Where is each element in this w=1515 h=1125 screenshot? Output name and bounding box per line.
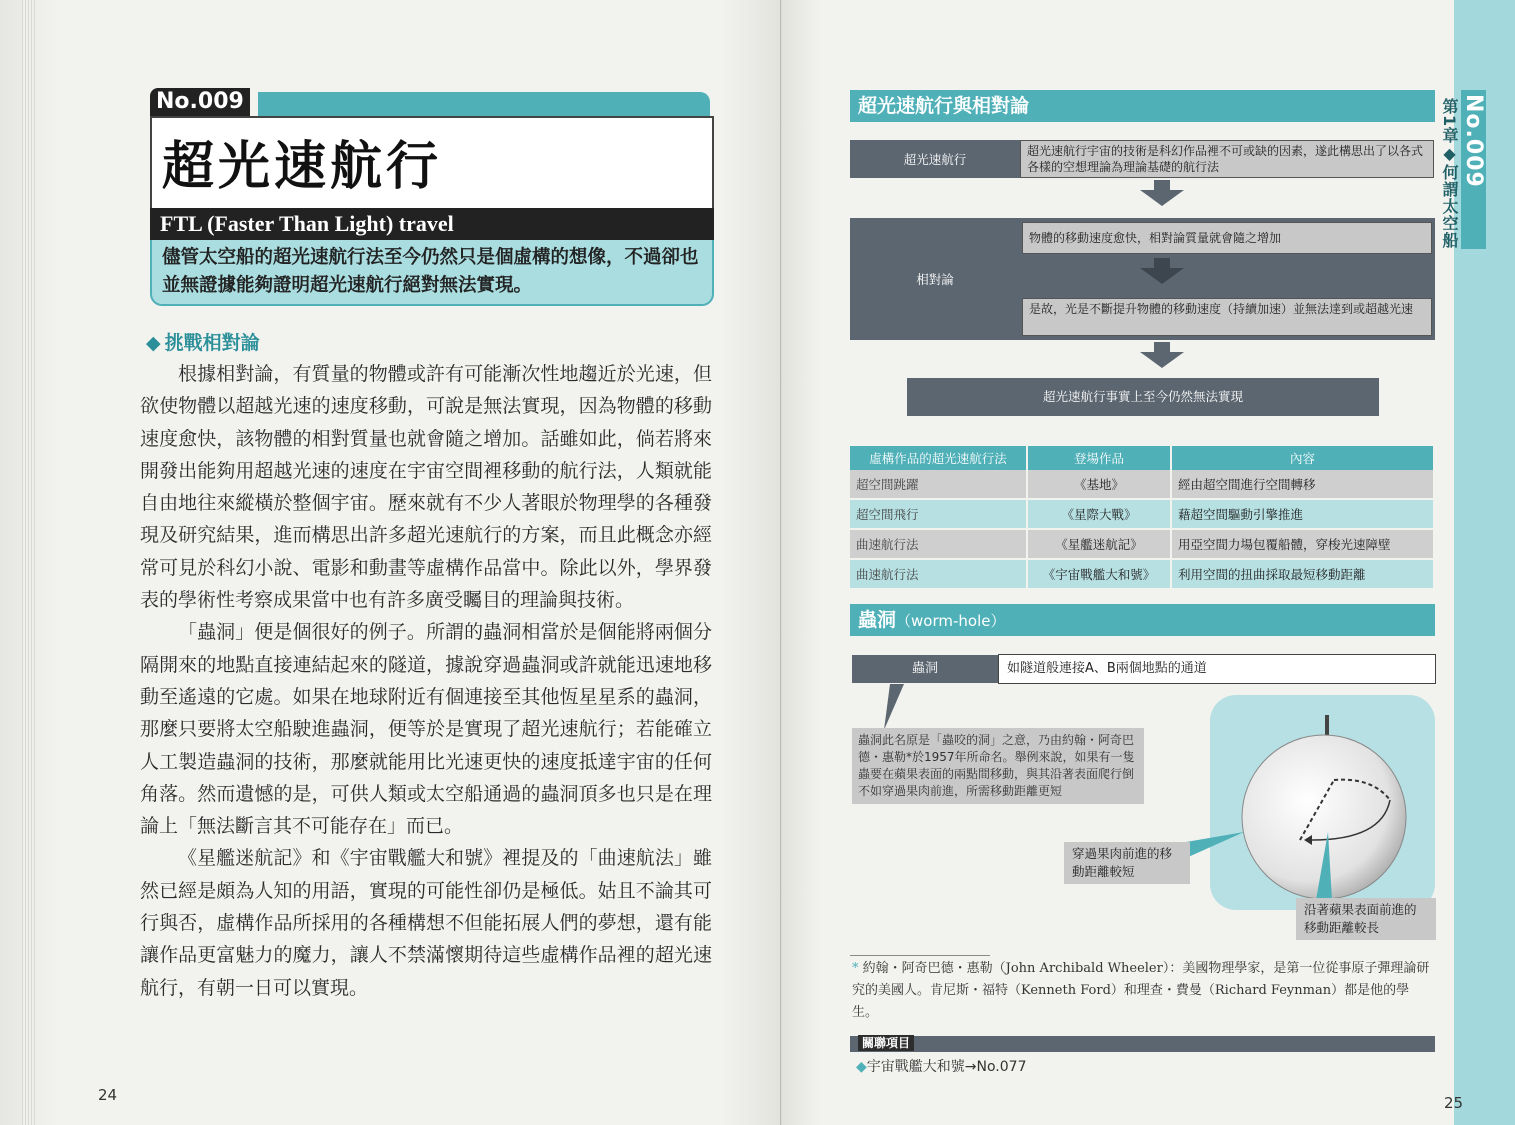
table-cell: 《星際大戰》 [1027, 499, 1171, 529]
title-band [258, 92, 710, 116]
english-subtitle: FTL (Faster Than Light) travel [150, 208, 714, 240]
table-cell: 曲速航行法 [850, 559, 1027, 589]
side-tab-number: No.009 [1461, 90, 1486, 249]
footnote-star: * [852, 961, 859, 976]
flow-label-relativity: 相對論 [850, 218, 1020, 340]
table-cell: 利用空間的扭曲採取最短移動距離 [1171, 559, 1434, 589]
wormhole-definition: 如隧道般連接A、B兩個地點的通道 [998, 654, 1436, 684]
side-tab-content [1440, 90, 1486, 250]
table-row [850, 499, 1434, 529]
side-tab-chapter: 第1章◆何謂太空船 [1440, 98, 1459, 250]
footnote-divider [850, 955, 990, 956]
related-bar [850, 1036, 1435, 1052]
section-heading [146, 328, 260, 355]
right-page [782, 0, 1515, 1125]
table-cell: 《宇宙戰艦大和號》 [1027, 559, 1171, 589]
flow-text-mass-increase: 物體的移動速度愈快，相對論質量就會隨之增加 [1022, 222, 1432, 254]
entry-number-tag: No.009 [150, 88, 250, 116]
table-header: 登場作品 [1027, 446, 1171, 470]
table-cell: 超空間跳躍 [850, 470, 1027, 499]
summary-box [150, 240, 714, 306]
table-row [850, 529, 1434, 559]
table-header: 內容 [1171, 446, 1434, 470]
wormhole-note: 蟲洞此名原是「蟲咬的洞」之意，乃由約翰・阿奇巴德・惠勒*於1957年所命名。舉例來說，如果有一隻蟲要在蘋果表面的兩點間移動，與其沿著表面爬行倒不如穿過果肉前進，所需移動距離更短 [852, 728, 1144, 804]
table-cell: 超空間飛行 [850, 499, 1027, 529]
section-heading-text: 挑戰相對論 [164, 332, 260, 354]
wormhole-heading-paren: （worm-hole） [896, 612, 1006, 630]
page-title: 超光速航行 [162, 137, 443, 197]
paragraph-3: 《星艦迷航記》和《宇宙戰艦大和號》裡提及的「曲速航法」雖然已經是頗為人知的用語，實現的可能性卻仍是極低。姑且不論其可行與否，虛構作品所採用的各種構想不但能拓展人們的夢想，還有能讓作品更富魅力的魔力，讓人不禁滿懷期待這些虛構作品裡的超光速航行，有朝一日可以實現。 [140, 847, 712, 999]
body-text [140, 358, 712, 1004]
callout-pointer [1186, 830, 1246, 870]
table-cell: 《基地》 [1027, 470, 1171, 499]
paragraph-1: 根據相對論，有質量的物體或許有可能漸次性地趨近於光速，但欲使物體以超越光速的速度移動，可說是無法實現，因為物體的移動速度愈快，該物體的相對質量也就會隨之增加。話雖如此，倘若將來開發出能夠用超越光速的速度在宇宙空間裡移動的航行法，人類就能自由地往來縱橫於整個宇宙。歷來就有不少人著眼於物理學的各種發現及研究結果，進而構思出許多超光速航行的方案，而且此概念亦經常可見於科幻小說、電影和動畫等虛構作品當中。除此以外，學界發表的學術性考察成果當中也有許多廣受矚目的理論與技術。 [140, 363, 712, 612]
table-cell: 《星艦迷航記》 [1027, 529, 1171, 559]
table-cell: 經由超空間進行空間轉移 [1171, 470, 1434, 499]
wormhole-heading-text: 蟲洞 [858, 609, 897, 631]
page-edge-decoration [22, 0, 36, 1125]
diamond-icon: ◆ [146, 332, 161, 354]
paragraph-2: 「蟲洞」便是個很好的例子。所謂的蟲洞相當於是個能將兩個分隔開來的地點直接連結起來的隧道，據說穿過蟲洞或許就能迅速地移動至遙遠的它處。如果在地球附近有個連接至其他恆星星系的蟲洞，那麼只要將太空船駛進蟲洞，便等於是實現了超光速航行；若能確立人工製造蟲洞的技術，那麼就能用比光速更快的速度抵達宇宙的任何角落。然而遺憾的是，可供人類或太空船通過的蟲洞頂多也只是在理論上「無法斷言其不可能存在」而已。 [140, 621, 712, 838]
table-header: 虛構作品的超光速航行法 [850, 446, 1027, 470]
callout-pointer [1302, 832, 1342, 902]
ftl-methods-table [850, 446, 1435, 590]
callout-long-distance: 沿著蘋果表面前進的移動距離較長 [1296, 898, 1436, 940]
footnote-text: 約翰・阿奇巴德・惠勒（John Archibald Wheeler）：美國物理學家，是第一位從事原子彈理論研究的美國人。肯尼斯・福特（Kenneth Ford）和理查・費曼（Richard Feynman）都是他的學生。 [852, 961, 1430, 1020]
flow-text-cannot-exceed: 是故，光是不斷提升物體的移動速度（持續加速）並無法達到或超越光速 [1022, 298, 1432, 336]
page-number-left: 24 [98, 1086, 118, 1104]
section-heading-wormhole [850, 604, 1435, 636]
callout-short-distance: 穿過果肉前進的移動距離較短 [1064, 842, 1190, 884]
table-row [850, 559, 1434, 589]
table-row [850, 470, 1434, 499]
wormhole-label: 蟲洞 [852, 655, 998, 683]
related-item-link[interactable] [856, 1056, 1026, 1076]
flow-label-ftl: 超光速航行 [850, 140, 1020, 178]
flow-text-ftl: 超光速航行宇宙的技術是科幻作品裡不可或缺的因素，遂此構思出了以各式各樣的空想理論為理論基礎的航行法 [1020, 140, 1434, 178]
section-heading-relativity: 超光速航行與相對論 [850, 90, 1435, 122]
table-cell: 用亞空間力場包覆船體，穿梭光速障壁 [1171, 529, 1434, 559]
table-cell: 藉超空間驅動引擎推進 [1171, 499, 1434, 529]
summary-text: 儘管太空船的超光速航行法至今仍然只是個虛構的想像，不過卻也並無證據能夠證明超光速航行絕對無法實現。 [162, 247, 699, 296]
related-label: 關聯項目 [858, 1035, 914, 1051]
callout-pointer [882, 684, 922, 732]
table-cell: 曲速航行法 [850, 529, 1027, 559]
table-header-row [850, 446, 1434, 470]
footnote [852, 958, 1432, 1024]
related-item-text: 宇宙戰艦大和號→No.077 [866, 1059, 1027, 1075]
page-number-right: 25 [1444, 1094, 1464, 1112]
flow-conclusion: 超光速航行事實上至今仍然無法實現 [907, 378, 1379, 416]
diamond-icon: ◆ [856, 1059, 867, 1075]
